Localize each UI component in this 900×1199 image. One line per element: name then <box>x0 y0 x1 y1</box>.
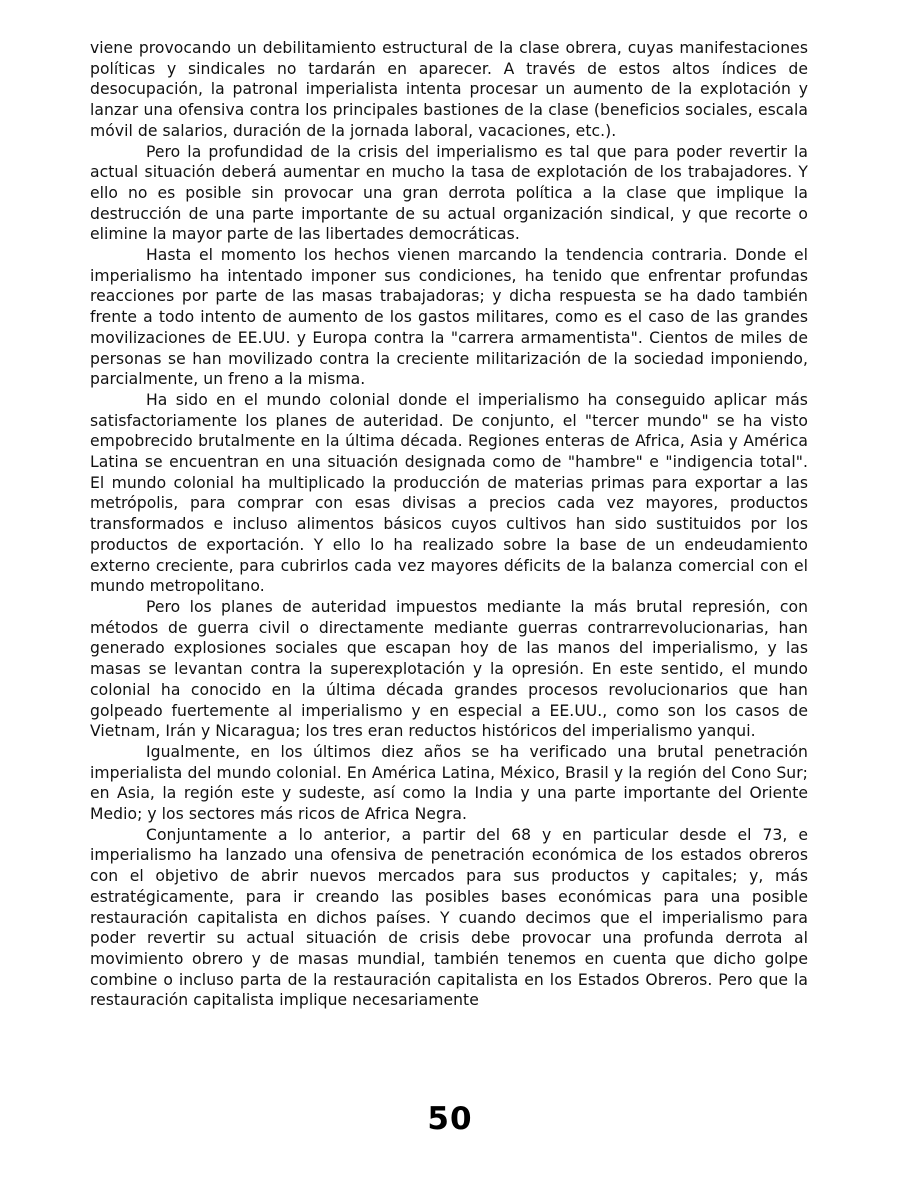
page-body <box>90 38 808 1011</box>
paragraph-6: Igualmente, en los últimos diez años se ha verificado una brutal penetración imperialista del mundo colonial. En América Latina, México, Brasil y la región del Cono Sur; en Asia, la región este y sudeste, así como la India y una parte importante del Oriente Medio; y los sectores más ricos de Africa Negra. <box>90 742 808 824</box>
paragraph-3: Hasta el momento los hechos vienen marcando la tendencia contraria. Donde el imperialismo ha intentado imponer sus condiciones, ha tenido que enfrentar profundas reacciones por parte de las masas trabajadoras; y dicha respuesta se ha dado también frente a todo intento de aumento de los gastos militares, como es el caso de las grandes movilizaciones de EE.UU. y Europa contra la "carrera armamentista". Cientos de miles de personas se han movilizado contra la creciente militarización de la sociedad imponiendo, parcialmente, un freno a la misma. <box>90 246 808 389</box>
page-number: 50 <box>427 1101 473 1137</box>
paragraph-4: Ha sido en el mundo colonial donde el imperialismo ha conseguido aplicar más satisfactoriamente los planes de auteridad. De conjunto, el "tercer mundo" se ha visto empobrecido brutalmente en la última década. Regiones enteras de Africa, Asia y América Latina se encuentran en una situación designada como de "hambre" e "indigencia total". El mundo colonial ha multiplicado la producción de materias primas para exportar a las metrópolis, para comprar con esas divisas a precios cada vez mayores, productos transformados e incluso alimentos básicos cuyos cultivos han sido sustituidos por los productos de exportación. Y ello lo ha realizado sobre la base de un endeudamiento externo creciente, para cubrirlos cada vez mayores déficits de la balanza comercial con el mundo metropolitano. <box>90 390 808 596</box>
paragraph-5: Pero los planes de auteridad impuestos mediante la más brutal represión, con métodos de guerra civil o directamente mediante guerras contrarrevolucionarias, han generado explosiones sociales que escapan hoy de las manos del imperialismo, y las masas se levantan contra la superexplotación y la opresión. En este sentido, el mundo colonial ha conocido en la última década grandes procesos revolucionarios que han golpeado fuertemente al imperialismo y en especial a EE.UU., como son los casos de Vietnam, Irán y Nicaragua; los tres eran reductos históricos del imperialismo yanqui. <box>90 597 808 741</box>
paragraph-2: Pero la profundidad de la crisis del imperialismo es tal que para poder revertir la actual situación deberá aumentar en mucho la tasa de explotación de los trabajadores. Y ello no es posible sin provocar una gran derrota política a la clase que implique la destrucción de una parte importante de su actual organización sindical, y que recorte o elimine la mayor parte de las libertades democráticas. <box>90 142 808 244</box>
paragraph-1: viene provocando un debilitamiento estructural de la clase obrera, cuyas manifestaciones políticas y sindicales no tardarán en aparecer. A través de estos altos índices de desocupación, la patronal imperialista intenta procesar un aumento de la explotación y lanzar una ofensiva contra los principales bastiones de la clase (beneficios sociales, escala móvil de salarios, duración de la jornada laboral, vacaciones, etc.). <box>90 39 808 140</box>
paragraph-7: Conjuntamente a lo anterior, a partir del 68 y en particular desde el 73, e imperialismo ha lanzado una ofensiva de penetración económica de los estados obreros con el objetivo de abrir nuevos mercados para sus productos y capitales; y, más estratégicamente, para ir creando las posibles bases económicas para una posible restauración capitalista en dichos países. Y cuando decimos que el imperialismo para poder revertir su actual situación de crisis debe provocar una profunda derrota al movimiento obrero y de masas mundial, también tenemos en cuenta que dicho golpe combine o incluso parta de la restauración capitalista en los Estados Obreros. Pero que la restauración capitalista implique necesariamente <box>90 825 808 1010</box>
